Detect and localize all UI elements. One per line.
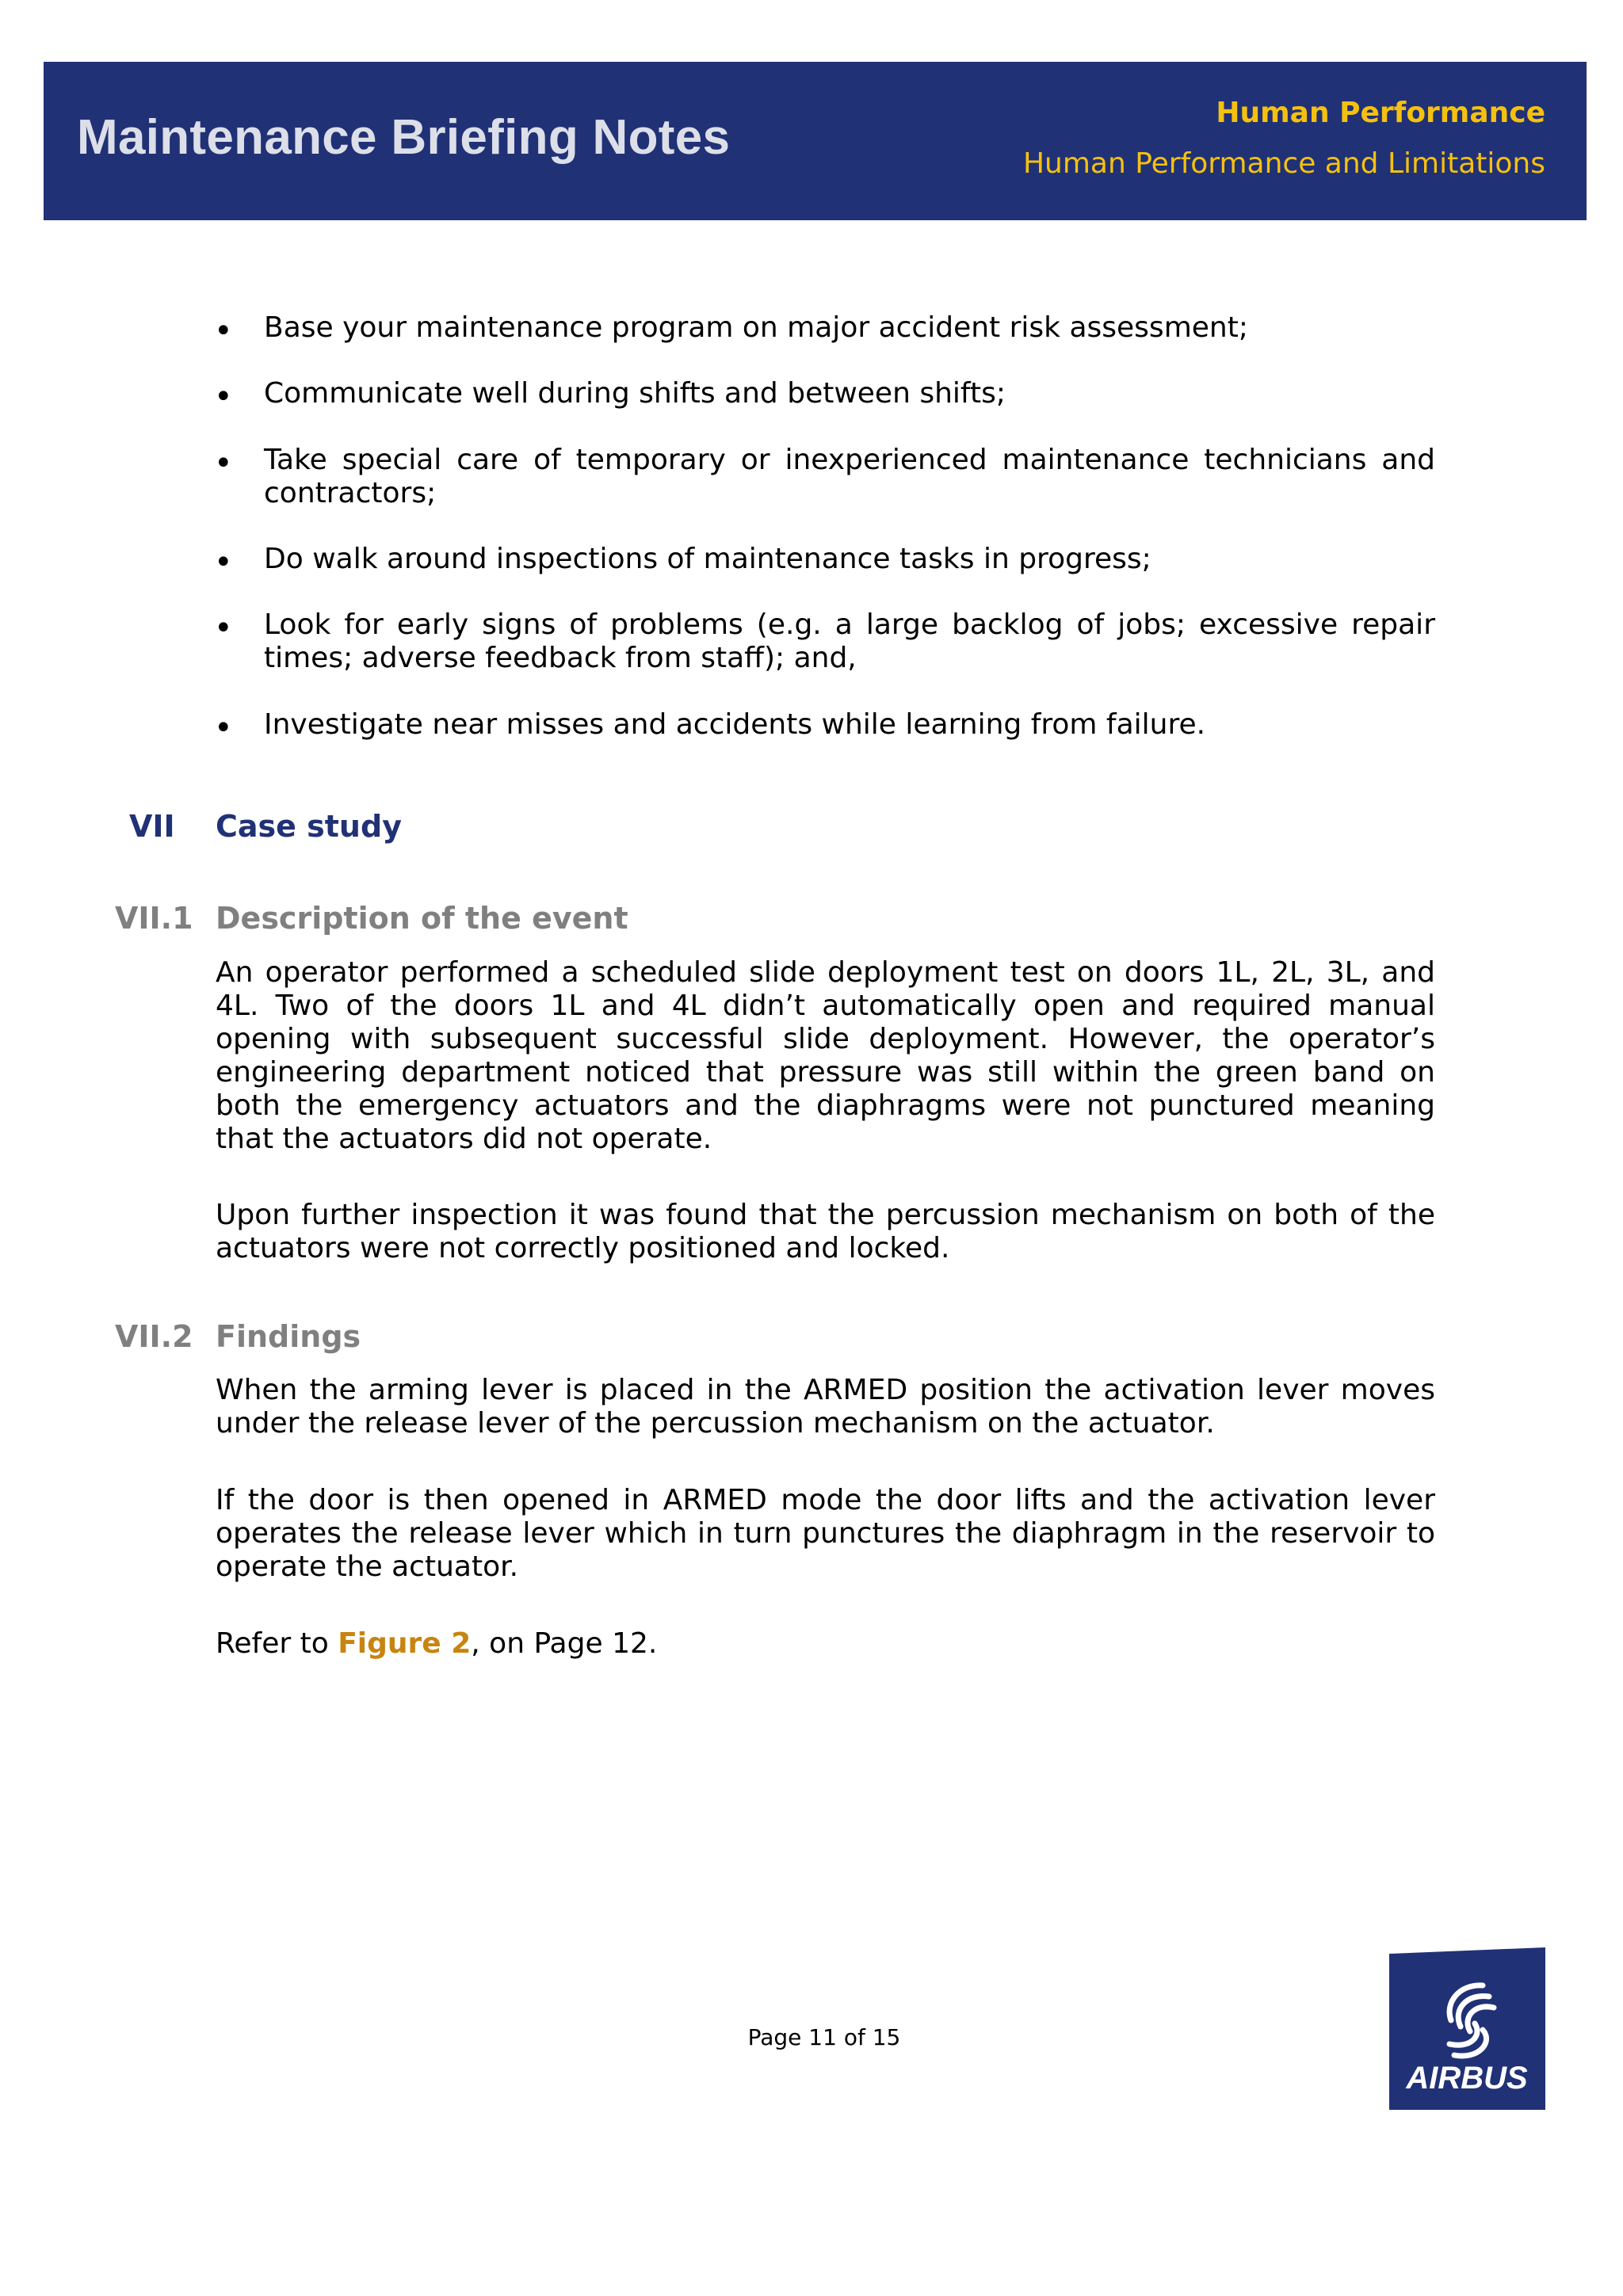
page-number: Page 11 of 15 [747, 2024, 901, 2050]
reference-suffix: , on Page 12. [471, 1627, 658, 1660]
paragraph: Upon further inspection it was found that the percussion mechanism on both of the actuators were not correctly positioned and locked. [216, 1199, 1435, 1264]
header-band [44, 62, 1587, 220]
page-title: Maintenance Briefing Notes [77, 110, 731, 165]
reference-paragraph [216, 1627, 1435, 1661]
list-item: Communicate well during shifts and between shifts; [264, 377, 1006, 410]
subsection-number: VII.1 [115, 901, 193, 936]
subsection-title: Description of the event [216, 901, 628, 936]
reference-prefix: Refer to [216, 1627, 338, 1660]
list-item: Investigate near misses and accidents while learning from failure. [264, 708, 1206, 741]
airbus-logo-icon [1389, 1947, 1545, 2110]
bullet-icon: • [214, 544, 233, 581]
section-number: VII [129, 809, 175, 844]
bullet-icon: • [214, 379, 233, 415]
header-subcategory: Human Performance and Limitations [1022, 147, 1545, 180]
figure-link[interactable]: Figure 2 [338, 1627, 472, 1660]
bullet-icon: • [214, 610, 233, 646]
subsection-number: VII.2 [115, 1319, 193, 1354]
paragraph: If the door is then opened in ARMED mode the door lifts and the activation lever operates the release lever which in turn punctures the diaphragm in the reservoir to operate the actuator. [216, 1484, 1435, 1583]
header-category: Human Performance [1216, 97, 1545, 129]
list-item: Take special care of temporary or inexperienced maintenance technicians and contractors; [264, 444, 1435, 509]
paragraph: When the arming lever is placed in the ARMED position the activation lever moves under the release lever of the percussion mechanism on the actuator. [216, 1374, 1435, 1440]
bullet-icon: • [214, 710, 233, 746]
bullet-icon: • [214, 445, 233, 482]
bullet-icon: • [214, 313, 233, 349]
list-item: Do walk around inspections of maintenance tasks in progress; [264, 543, 1151, 575]
logo-text: AIRBUS [1406, 2061, 1528, 2096]
list-item: Look for early signs of problems (e.g. a large backlog of jobs; excessive repair times; adverse feedback from staff); and, [264, 608, 1435, 674]
list-item: Base your maintenance program on major accident risk assessment; [264, 311, 1248, 344]
section-title: Case study [216, 809, 402, 844]
subsection-title: Findings [216, 1319, 361, 1354]
paragraph: An operator performed a scheduled slide deployment test on doors 1L, 2L, 3L, and 4L. Two of the doors 1L and 4L didn’t automatically open and required manual opening with subsequent successful slide deployment. However, the operator’s engineering department noticed that pressure was still within the green band on both the emergency actuators and the diaphragms were not punctured meaning that the actuators did not operate. [216, 956, 1435, 1155]
